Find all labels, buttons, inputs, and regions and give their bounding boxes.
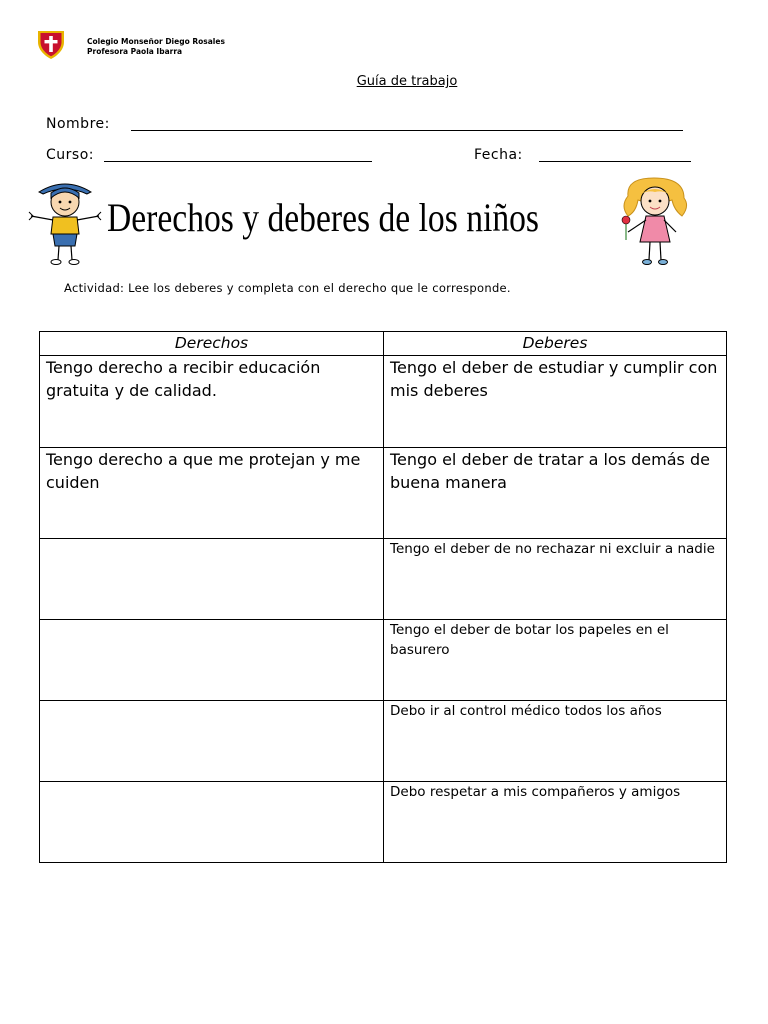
girl-illustration (614, 176, 696, 268)
duty-cell: Tengo el deber de no rechazar ni excluir a nadie (384, 539, 727, 620)
school-header (87, 37, 225, 57)
duty-cell: Debo respetar a mis compañeros y amigos (384, 782, 727, 863)
name-field[interactable] (131, 130, 683, 131)
table-row (40, 782, 727, 863)
table-row (40, 448, 727, 539)
duty-cell: Tengo el deber de tratar a los demás de buena manera (384, 448, 727, 539)
table-row (40, 356, 727, 448)
course-field[interactable] (104, 161, 372, 162)
table-row (40, 701, 727, 782)
date-label: Fecha: (474, 147, 523, 163)
right-cell-blank[interactable] (40, 782, 384, 863)
rights-duties-table (39, 331, 727, 863)
name-label: Nombre: (46, 116, 110, 132)
right-cell-blank[interactable] (40, 701, 384, 782)
school-name: Colegio Monseñor Diego Rosales (87, 37, 225, 46)
activity-instructions: Actividad: Lee los deberes y completa con el derecho que le corresponde. (64, 281, 511, 295)
school-shield-logo (35, 28, 67, 60)
teacher-name: Profesora Paola Ibarra (87, 47, 183, 56)
duty-cell: Debo ir al control médico todos los años (384, 701, 727, 782)
right-cell-blank[interactable] (40, 539, 384, 620)
boy-illustration (27, 180, 103, 266)
duty-cell: Tengo el deber de estudiar y cumplir con mis deberes (384, 356, 727, 448)
table-row (40, 620, 727, 701)
right-cell-blank[interactable] (40, 620, 384, 701)
table-header-row (40, 332, 727, 356)
header-deberes: Deberes (384, 332, 727, 356)
date-field[interactable] (539, 161, 691, 162)
course-label: Curso: (46, 147, 94, 163)
right-cell: Tengo derecho a que me protejan y me cuiden (40, 448, 384, 539)
right-cell: Tengo derecho a recibir educación gratuita y de calidad. (40, 356, 384, 448)
duty-cell: Tengo el deber de botar los papeles en el basurero (384, 620, 727, 701)
guide-title: Guía de trabajo (356, 74, 458, 89)
main-title: Derechos y deberes de los niños (107, 195, 540, 240)
header-derechos: Derechos (40, 332, 384, 356)
table-row (40, 539, 727, 620)
